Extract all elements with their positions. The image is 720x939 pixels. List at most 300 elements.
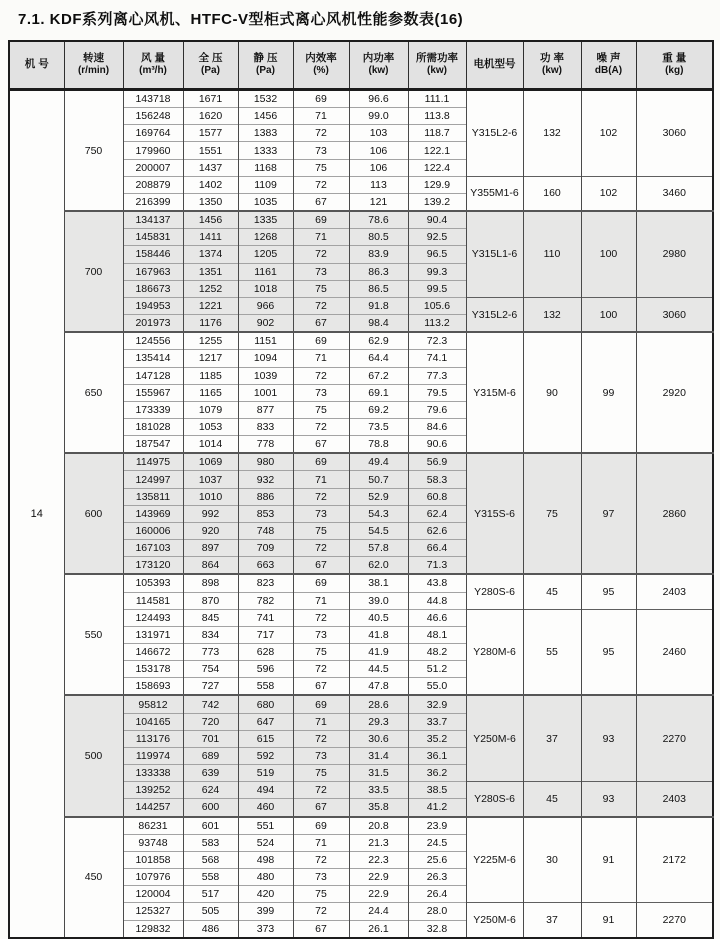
data-cell: 146672 xyxy=(123,644,183,661)
data-cell: 33.7 xyxy=(408,713,466,730)
data-cell: 1018 xyxy=(238,280,293,297)
column-header xyxy=(238,41,293,90)
data-cell: 72.3 xyxy=(408,332,466,350)
data-cell: 113.2 xyxy=(408,315,466,333)
motor-model-cell: Y315L2-6 xyxy=(466,90,523,177)
data-cell: 67 xyxy=(293,557,349,575)
data-cell: 58.3 xyxy=(408,471,466,488)
data-cell: 898 xyxy=(183,574,238,592)
motor-noise-cell: 100 xyxy=(581,297,636,332)
data-cell: 73 xyxy=(293,142,349,159)
data-cell: 519 xyxy=(238,765,293,782)
data-cell: 72 xyxy=(293,661,349,678)
column-header-unit: (kw) xyxy=(542,65,562,77)
motor-power-cell: 30 xyxy=(523,817,581,903)
data-cell: 992 xyxy=(183,505,238,522)
data-cell: 167103 xyxy=(123,540,183,557)
data-cell: 71 xyxy=(293,108,349,125)
data-cell: 47.8 xyxy=(349,678,408,696)
motor-model-cell: Y250M-6 xyxy=(466,695,523,781)
data-cell: 122.4 xyxy=(408,159,466,176)
data-cell: 870 xyxy=(183,592,238,609)
data-cell: 624 xyxy=(183,782,238,799)
data-cell: 1053 xyxy=(183,418,238,435)
data-cell: 1671 xyxy=(183,90,238,108)
data-cell: 73.5 xyxy=(349,418,408,435)
data-cell: 160006 xyxy=(123,522,183,539)
motor-weight-cell: 2403 xyxy=(636,782,713,817)
data-cell: 28.0 xyxy=(408,903,466,920)
column-header-unit: (kw) xyxy=(427,65,447,77)
data-cell: 932 xyxy=(238,471,293,488)
data-cell: 1335 xyxy=(238,211,293,229)
data-cell: 31.5 xyxy=(349,765,408,782)
data-cell: 41.2 xyxy=(408,799,466,817)
data-cell: 129832 xyxy=(123,920,183,938)
data-cell: 71 xyxy=(293,471,349,488)
motor-power-cell: 45 xyxy=(523,782,581,817)
column-header-unit: (r/min) xyxy=(77,65,110,77)
data-cell: 83.9 xyxy=(349,246,408,263)
data-cell: 60.8 xyxy=(408,488,466,505)
data-cell: 40.5 xyxy=(349,609,408,626)
data-cell: 1039 xyxy=(238,367,293,384)
motor-weight-cell: 3460 xyxy=(636,176,713,211)
data-cell: 1161 xyxy=(238,263,293,280)
data-cell: 158693 xyxy=(123,678,183,696)
data-cell: 1551 xyxy=(183,142,238,159)
data-cell: 73 xyxy=(293,505,349,522)
column-header-label: 电机型号 xyxy=(473,58,516,71)
table-row xyxy=(9,574,713,592)
data-cell: 48.1 xyxy=(408,626,466,643)
data-cell: 551 xyxy=(238,817,293,835)
data-cell: 1205 xyxy=(238,246,293,263)
data-cell: 21.3 xyxy=(349,834,408,851)
column-header xyxy=(349,41,408,90)
data-cell: 1255 xyxy=(183,332,238,350)
data-cell: 29.3 xyxy=(349,713,408,730)
data-cell: 187547 xyxy=(123,436,183,454)
data-cell: 1252 xyxy=(183,280,238,297)
data-cell: 73 xyxy=(293,263,349,280)
data-cell: 35.2 xyxy=(408,730,466,747)
data-cell: 113.8 xyxy=(408,108,466,125)
data-cell: 1109 xyxy=(238,176,293,193)
data-cell: 1079 xyxy=(183,401,238,418)
data-cell: 181028 xyxy=(123,418,183,435)
motor-power-cell: 55 xyxy=(523,609,581,695)
data-cell: 24.4 xyxy=(349,903,408,920)
data-cell: 71.3 xyxy=(408,557,466,575)
motor-noise-cell: 91 xyxy=(581,817,636,903)
motor-noise-cell: 100 xyxy=(581,211,636,297)
data-cell: 69 xyxy=(293,574,349,592)
data-cell: 107976 xyxy=(123,869,183,886)
column-header xyxy=(293,41,349,90)
data-cell: 194953 xyxy=(123,297,183,314)
speed-cell: 500 xyxy=(64,695,123,816)
data-cell: 80.5 xyxy=(349,229,408,246)
data-cell: 778 xyxy=(238,436,293,454)
data-cell: 420 xyxy=(238,886,293,903)
motor-power-cell: 110 xyxy=(523,211,581,297)
data-cell: 41.8 xyxy=(349,626,408,643)
data-cell: 75 xyxy=(293,280,349,297)
data-cell: 48.2 xyxy=(408,644,466,661)
data-cell: 69.2 xyxy=(349,401,408,418)
data-cell: 38.1 xyxy=(349,574,408,592)
data-cell: 67 xyxy=(293,799,349,817)
data-cell: 106 xyxy=(349,142,408,159)
data-cell: 119974 xyxy=(123,747,183,764)
data-cell: 75 xyxy=(293,522,349,539)
data-cell: 91.8 xyxy=(349,297,408,314)
data-cell: 1532 xyxy=(238,90,293,108)
data-cell: 62.6 xyxy=(408,522,466,539)
data-cell: 1456 xyxy=(238,108,293,125)
table-header xyxy=(9,41,713,90)
data-cell: 877 xyxy=(238,401,293,418)
data-cell: 54.3 xyxy=(349,505,408,522)
data-cell: 498 xyxy=(238,851,293,868)
motor-weight-cell: 2460 xyxy=(636,609,713,695)
data-cell: 208879 xyxy=(123,176,183,193)
column-header-label: 内功率 xyxy=(362,52,395,65)
data-cell: 486 xyxy=(183,920,238,938)
motor-noise-cell: 95 xyxy=(581,574,636,609)
data-cell: 505 xyxy=(183,903,238,920)
data-cell: 583 xyxy=(183,834,238,851)
data-cell: 111.1 xyxy=(408,90,466,108)
column-header xyxy=(64,41,123,90)
data-cell: 22.9 xyxy=(349,869,408,886)
data-cell: 86.5 xyxy=(349,280,408,297)
data-cell: 886 xyxy=(238,488,293,505)
data-cell: 135414 xyxy=(123,350,183,367)
data-cell: 754 xyxy=(183,661,238,678)
data-cell: 186673 xyxy=(123,280,183,297)
motor-noise-cell: 97 xyxy=(581,453,636,574)
data-cell: 44.8 xyxy=(408,592,466,609)
data-cell: 22.3 xyxy=(349,851,408,868)
data-cell: 1069 xyxy=(183,453,238,471)
data-cell: 833 xyxy=(238,418,293,435)
column-header-label: 全 压 xyxy=(198,52,223,65)
data-cell: 67 xyxy=(293,315,349,333)
data-cell: 460 xyxy=(238,799,293,817)
data-cell: 75 xyxy=(293,644,349,661)
motor-weight-cell: 2172 xyxy=(636,817,713,903)
data-cell: 139252 xyxy=(123,782,183,799)
column-header-unit: (m³/h) xyxy=(139,65,167,77)
data-cell: 134137 xyxy=(123,211,183,229)
data-cell: 93748 xyxy=(123,834,183,851)
data-cell: 600 xyxy=(183,799,238,817)
data-cell: 52.9 xyxy=(349,488,408,505)
motor-model-cell: Y280S-6 xyxy=(466,782,523,817)
data-cell: 72 xyxy=(293,125,349,142)
table-row xyxy=(9,453,713,471)
data-cell: 86231 xyxy=(123,817,183,835)
data-cell: 71 xyxy=(293,592,349,609)
speed-cell: 600 xyxy=(64,453,123,574)
data-cell: 99.0 xyxy=(349,108,408,125)
column-header xyxy=(123,41,183,90)
data-cell: 1383 xyxy=(238,125,293,142)
data-cell: 67 xyxy=(293,920,349,938)
data-cell: 118.7 xyxy=(408,125,466,142)
data-cell: 568 xyxy=(183,851,238,868)
data-cell: 373 xyxy=(238,920,293,938)
data-cell: 32.8 xyxy=(408,920,466,938)
motor-power-cell: 75 xyxy=(523,453,581,574)
data-cell: 72 xyxy=(293,297,349,314)
data-cell: 1374 xyxy=(183,246,238,263)
table-body xyxy=(9,90,713,938)
data-cell: 864 xyxy=(183,557,238,575)
table-row xyxy=(9,695,713,713)
data-cell: 43.8 xyxy=(408,574,466,592)
data-cell: 124493 xyxy=(123,609,183,626)
motor-model-cell: Y315L1-6 xyxy=(466,211,523,297)
data-cell: 615 xyxy=(238,730,293,747)
data-cell: 1402 xyxy=(183,176,238,193)
data-cell: 67 xyxy=(293,436,349,454)
data-cell: 1168 xyxy=(238,159,293,176)
data-cell: 748 xyxy=(238,522,293,539)
data-cell: 1351 xyxy=(183,263,238,280)
data-cell: 90.6 xyxy=(408,436,466,454)
data-cell: 73 xyxy=(293,869,349,886)
page-title: 7.1. KDF系列离心风机、HTFC-V型柜式离心风机性能参数表(16) xyxy=(18,11,464,28)
data-cell: 1333 xyxy=(238,142,293,159)
column-header-label: 转速 xyxy=(83,52,104,65)
data-cell: 56.9 xyxy=(408,453,466,471)
column-header xyxy=(183,41,238,90)
data-cell: 54.5 xyxy=(349,522,408,539)
data-cell: 399 xyxy=(238,903,293,920)
data-cell: 62.0 xyxy=(349,557,408,575)
data-cell: 106 xyxy=(349,159,408,176)
data-cell: 69.1 xyxy=(349,384,408,401)
data-cell: 823 xyxy=(238,574,293,592)
data-cell: 853 xyxy=(238,505,293,522)
data-cell: 26.4 xyxy=(408,886,466,903)
motor-model-cell: Y315S-6 xyxy=(466,453,523,574)
data-cell: 158446 xyxy=(123,246,183,263)
machine-no-cell: 14 xyxy=(9,90,64,938)
motor-noise-cell: 91 xyxy=(581,903,636,938)
data-cell: 689 xyxy=(183,747,238,764)
data-cell: 57.8 xyxy=(349,540,408,557)
data-cell: 99.3 xyxy=(408,263,466,280)
speed-cell: 700 xyxy=(64,211,123,332)
motor-weight-cell: 2403 xyxy=(636,574,713,609)
data-cell: 742 xyxy=(183,695,238,713)
data-cell: 38.5 xyxy=(408,782,466,799)
data-cell: 64.4 xyxy=(349,350,408,367)
data-cell: 77.3 xyxy=(408,367,466,384)
data-cell: 73 xyxy=(293,747,349,764)
data-cell: 92.5 xyxy=(408,229,466,246)
data-cell: 1221 xyxy=(183,297,238,314)
speed-cell: 450 xyxy=(64,817,123,938)
data-cell: 601 xyxy=(183,817,238,835)
data-cell: 1037 xyxy=(183,471,238,488)
data-cell: 101858 xyxy=(123,851,183,868)
data-cell: 72 xyxy=(293,730,349,747)
data-cell: 200007 xyxy=(123,159,183,176)
data-cell: 153178 xyxy=(123,661,183,678)
column-header-label: 功 率 xyxy=(540,52,564,65)
data-cell: 33.5 xyxy=(349,782,408,799)
data-cell: 72 xyxy=(293,851,349,868)
speed-cell: 650 xyxy=(64,332,123,453)
data-cell: 67 xyxy=(293,678,349,696)
motor-model-cell: Y315L2-6 xyxy=(466,297,523,332)
data-cell: 1035 xyxy=(238,193,293,211)
data-cell: 628 xyxy=(238,644,293,661)
data-cell: 78.8 xyxy=(349,436,408,454)
data-cell: 39.0 xyxy=(349,592,408,609)
data-cell: 95812 xyxy=(123,695,183,713)
data-cell: 73 xyxy=(293,384,349,401)
data-cell: 90.4 xyxy=(408,211,466,229)
column-header-label: 所需功率 xyxy=(416,52,458,65)
data-cell: 99.5 xyxy=(408,280,466,297)
motor-model-cell: Y225M-6 xyxy=(466,817,523,903)
data-cell: 20.8 xyxy=(349,817,408,835)
table-row xyxy=(9,332,713,350)
motor-power-cell: 132 xyxy=(523,297,581,332)
data-cell: 113176 xyxy=(123,730,183,747)
data-cell: 1350 xyxy=(183,193,238,211)
data-cell: 720 xyxy=(183,713,238,730)
data-cell: 72 xyxy=(293,488,349,505)
data-cell: 143718 xyxy=(123,90,183,108)
data-cell: 145831 xyxy=(123,229,183,246)
motor-noise-cell: 99 xyxy=(581,332,636,453)
data-cell: 480 xyxy=(238,869,293,886)
data-cell: 75 xyxy=(293,886,349,903)
data-cell: 1151 xyxy=(238,332,293,350)
data-cell: 135811 xyxy=(123,488,183,505)
data-cell: 72 xyxy=(293,782,349,799)
data-cell: 30.6 xyxy=(349,730,408,747)
data-cell: 1094 xyxy=(238,350,293,367)
column-header xyxy=(466,41,523,90)
data-cell: 113 xyxy=(349,176,408,193)
motor-model-cell: Y280S-6 xyxy=(466,574,523,609)
data-cell: 155967 xyxy=(123,384,183,401)
motor-noise-cell: 102 xyxy=(581,176,636,211)
data-cell: 133338 xyxy=(123,765,183,782)
data-cell: 139.2 xyxy=(408,193,466,211)
data-cell: 741 xyxy=(238,609,293,626)
column-header-label: 重 量 xyxy=(662,52,687,65)
data-cell: 73 xyxy=(293,626,349,643)
data-cell: 71 xyxy=(293,713,349,730)
data-cell: 75 xyxy=(293,401,349,418)
data-cell: 72 xyxy=(293,540,349,557)
data-cell: 122.1 xyxy=(408,142,466,159)
motor-noise-cell: 93 xyxy=(581,695,636,781)
data-cell: 143969 xyxy=(123,505,183,522)
column-header-label: 内效率 xyxy=(305,52,337,65)
column-header-unit: (kw) xyxy=(368,65,389,77)
data-cell: 69 xyxy=(293,695,349,713)
data-cell: 980 xyxy=(238,453,293,471)
motor-noise-cell: 102 xyxy=(581,90,636,177)
column-header-label: 噪 声 xyxy=(596,52,621,65)
data-cell: 639 xyxy=(183,765,238,782)
data-cell: 167963 xyxy=(123,263,183,280)
data-cell: 78.6 xyxy=(349,211,408,229)
column-header-unit: (Pa) xyxy=(201,65,220,77)
data-cell: 1268 xyxy=(238,229,293,246)
data-cell: 105393 xyxy=(123,574,183,592)
column-header-label: 机 号 xyxy=(24,58,49,71)
data-cell: 920 xyxy=(183,522,238,539)
data-cell: 902 xyxy=(238,315,293,333)
data-cell: 120004 xyxy=(123,886,183,903)
column-header xyxy=(581,41,636,90)
data-cell: 72 xyxy=(293,903,349,920)
data-cell: 67 xyxy=(293,193,349,211)
motor-power-cell: 45 xyxy=(523,574,581,609)
data-cell: 124556 xyxy=(123,332,183,350)
data-cell: 28.6 xyxy=(349,695,408,713)
data-cell: 69 xyxy=(293,90,349,108)
data-cell: 201973 xyxy=(123,315,183,333)
data-cell: 26.3 xyxy=(408,869,466,886)
data-cell: 71 xyxy=(293,229,349,246)
data-cell: 701 xyxy=(183,730,238,747)
data-cell: 55.0 xyxy=(408,678,466,696)
motor-model-cell: Y355M1-6 xyxy=(466,176,523,211)
data-cell: 1010 xyxy=(183,488,238,505)
motor-weight-cell: 2860 xyxy=(636,453,713,574)
data-cell: 1456 xyxy=(183,211,238,229)
column-header-label: 风 量 xyxy=(141,52,165,65)
data-cell: 216399 xyxy=(123,193,183,211)
data-cell: 36.1 xyxy=(408,747,466,764)
data-cell: 62.9 xyxy=(349,332,408,350)
column-header-unit: (kg) xyxy=(665,65,684,77)
data-cell: 75 xyxy=(293,765,349,782)
data-cell: 79.6 xyxy=(408,401,466,418)
data-cell: 49.4 xyxy=(349,453,408,471)
data-cell: 1437 xyxy=(183,159,238,176)
data-cell: 69 xyxy=(293,211,349,229)
motor-power-cell: 160 xyxy=(523,176,581,211)
data-cell: 131971 xyxy=(123,626,183,643)
column-header xyxy=(523,41,581,90)
data-cell: 845 xyxy=(183,609,238,626)
data-cell: 72 xyxy=(293,418,349,435)
data-cell: 558 xyxy=(238,678,293,696)
data-cell: 69 xyxy=(293,332,349,350)
column-header xyxy=(9,41,64,90)
data-cell: 169764 xyxy=(123,125,183,142)
data-cell: 72 xyxy=(293,246,349,263)
motor-power-cell: 37 xyxy=(523,903,581,938)
data-cell: 124997 xyxy=(123,471,183,488)
data-cell: 517 xyxy=(183,886,238,903)
motor-model-cell: Y250M-6 xyxy=(466,903,523,938)
data-cell: 24.5 xyxy=(408,834,466,851)
